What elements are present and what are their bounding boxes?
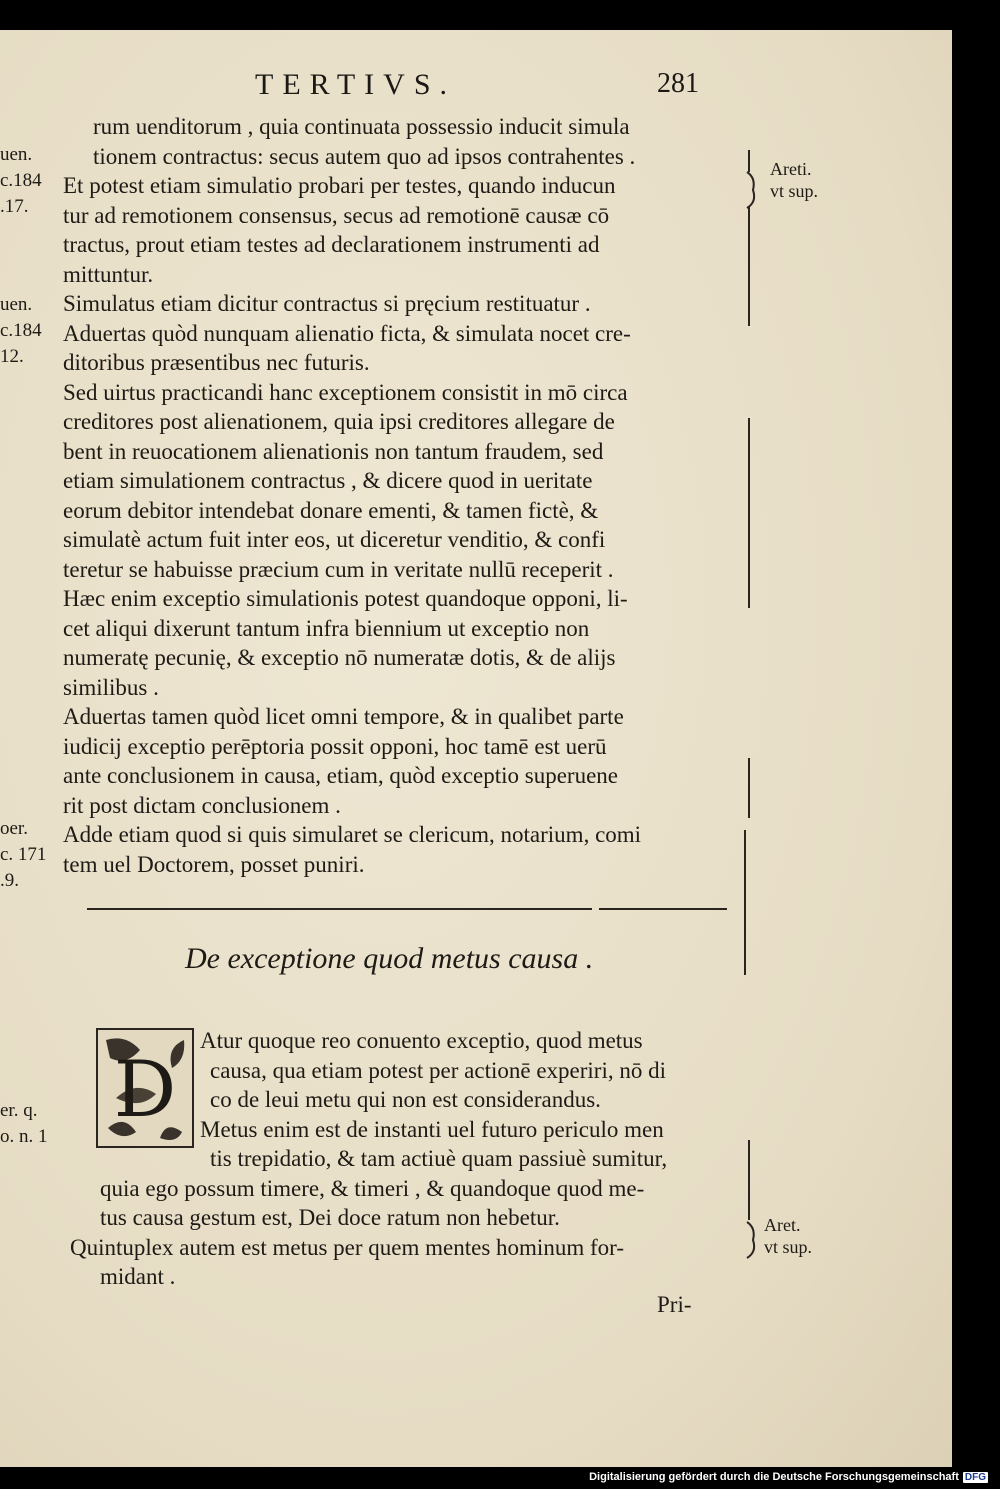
footer-text: Digitalisierung gefördert durch die Deutsche Forschungsgemeinschaft xyxy=(589,1471,959,1483)
section-text-block: Atur quoque reo conuento exceptio, quod metus causa, qua etiam potest per actionē experiri, nō di co de leui metu qui non est considerandus. Metus enim est de instanti uel futuro periculo men tis trepidatio, & tam actiuè quam passiuè sumitur, quia ego possum timere, & timeri , & quandoque quod me- tus causa gestum est, Dei doce ratum non hebetur. Quintuplex autem est metus per quem mentes hominum for- midant . xyxy=(70,1028,668,1289)
left-margin-note: uen. c.184 12. xyxy=(0,294,42,367)
section-divider xyxy=(87,908,727,912)
footer-credit xyxy=(589,1471,988,1483)
section-heading: De exceptione quod metus causa . xyxy=(185,942,594,975)
left-margin-note: uen. c.184 .17. xyxy=(0,144,42,217)
left-margin-note: oer. c. 171 .9. xyxy=(0,818,47,891)
page-number: 281 xyxy=(657,68,699,99)
margin-rule xyxy=(744,830,746,975)
paragraph: Aduertas quòd nunquam alienatio ficta, & simulata nocet cre- ditoribus præsentibus nec futuris. xyxy=(63,320,631,375)
running-title: TERTIVS. xyxy=(255,68,457,101)
margin-rule xyxy=(748,150,750,172)
page-header xyxy=(0,68,952,108)
margin-rule xyxy=(748,758,750,818)
paragraph: Adde etiam quod si quis simularet se clericum, notarium, comi tem uel Doctorem, posset puniri. xyxy=(63,822,642,877)
paragraph: Simulatus etiam dicitur contractus si pręcium restituatur . xyxy=(63,291,591,316)
main-text-block xyxy=(63,112,738,879)
paragraph: Aduertas tamen quòd licet omni tempore, & in qualibet parte iudicij exceptio perēptoria possit opponi, hoc tamē est uerū ante conclusionem in causa, etiam, quòd exceptio superuene rit post dictam conclusionem . xyxy=(63,704,624,818)
margin-rule xyxy=(748,1140,750,1220)
margin-rule xyxy=(748,418,750,608)
book-page xyxy=(0,30,952,1467)
margin-rule xyxy=(748,206,750,326)
brace-icon xyxy=(744,170,764,210)
right-margin-note: Aret. vt sup. xyxy=(764,1215,813,1257)
paragraph: rum uenditorum , quia continuata possessio inducit simula tionem contractus: secus autem quo ad ipsos contrahentes . xyxy=(93,114,636,169)
right-margin-note: Areti. vt sup. xyxy=(770,159,819,201)
brace-icon xyxy=(744,1220,764,1260)
paragraph: Et potest etiam simulatio probari per testes, quando inducun tur ad remotionem consensus, secus ad remotionē causæ cō tractus, prout etiam testes ad declarationem instrumenti ad mittuntur. xyxy=(63,173,616,287)
left-margin-note: er. q. o. n. 1 xyxy=(0,1100,48,1147)
paragraph: Hæc enim exceptio simulationis potest quandoque opponi, li- cet aliqui dixerunt tantum infra biennium ut exceptio non numeratę pecunię, & exceptio nō numeratæ dotis, & de alijs similibus . xyxy=(63,586,628,700)
dfg-logo: DFG xyxy=(964,1471,986,1483)
paragraph: Sed uirtus practicandi hanc exceptionem consistit in mō circa creditores post alienationem, quia ipsi creditores allegare de bent in reuocationem alienationis non tantum fraudem, sed etiam simulationem contractus , & dicere quod in ueritate eorum debitor intendebat donare ementi, & tamen fictè, & simulatè actum fuit inter eos, ut diceretur venditio, & confi teretur se habuisse præcium cum in veritate nullū receperit . xyxy=(63,379,628,582)
svg-text:D: D xyxy=(113,1045,177,1135)
catchword: Pri- xyxy=(657,1292,692,1317)
